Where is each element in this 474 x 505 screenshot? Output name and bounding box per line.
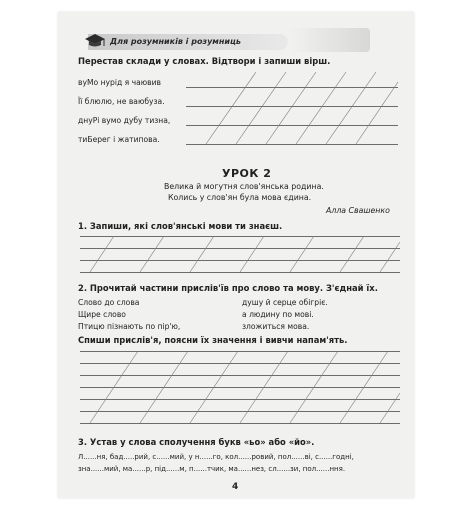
proverb-right-2: а людину по мові. (242, 310, 314, 319)
writing-line (80, 272, 400, 273)
task3-instruction: 3. Устав у слова сполучення букв «ьо» або «йо». (78, 437, 315, 447)
proverb-left-1: Слово до слова (78, 298, 140, 307)
writing-slant-guides (186, 72, 398, 146)
epigraph-line-1: Велика й могутня слов'янська родина. (164, 182, 324, 191)
workbook-page (58, 12, 414, 498)
writing-line (80, 423, 400, 424)
writing-slant-guides (80, 351, 400, 423)
proverb-right-3: зложиться мова. (242, 322, 310, 331)
scrambled-line-4: тиБерег і жатипова. (78, 135, 160, 144)
proverb-left-2: Щире слово (78, 310, 126, 319)
proverb-right-1: душу й серце обігріє. (242, 298, 328, 307)
ribbon-label: Для розумників і розумниць (110, 37, 241, 46)
writing-slant-guides (80, 236, 400, 272)
epigraph-author: Алла Свашенко (326, 206, 390, 215)
bleed-through-shadow (290, 28, 370, 52)
task2-instruction-b: Спиши прислів'я, поясни їх значення і вивчи напам'ять. (78, 335, 348, 345)
lesson-title: УРОК 2 (222, 167, 272, 180)
scrambled-line-3: днуРі вумо дубу тизна, (78, 116, 171, 125)
scrambled-line-1: вуМо нурід я чаювив (78, 78, 162, 87)
task1-instruction: 1. Запиши, які слов'янські мови ти знаєш. (78, 221, 283, 231)
epigraph-line-2: Колись у слов'ян була мова єдина. (168, 193, 312, 202)
proverb-left-3: Птицю пізнають по пір'ю, (78, 322, 181, 331)
page-number: 4 (232, 482, 239, 492)
task3-line-2: зна......мий, ма......р, під......м, п......тчик, ма......нез, сл......зи, пол......ння. (78, 465, 346, 473)
task-top-instruction: Перестав склади у словах. Відтвори і запиши вірш. (78, 56, 331, 66)
task3-line-1: Л......ня, бад.....рий, с......мий, у н......го, кол......ровий, пол......ві, с......годні, (78, 453, 354, 461)
scrambled-line-2: Її блюлю, не ваюбуза. (78, 97, 165, 106)
graduation-cap-icon (84, 32, 106, 50)
task2-instruction: 2. Прочитай частини прислів'їв про слово та мову. З'єднай їх. (78, 283, 378, 293)
